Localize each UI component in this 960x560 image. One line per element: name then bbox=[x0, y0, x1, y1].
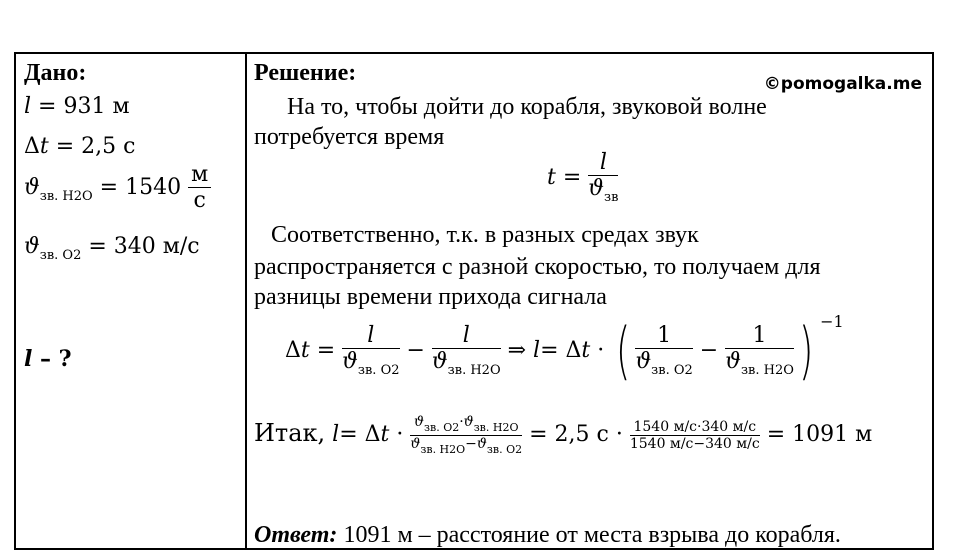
paragraph-2-line-2: распространяется с разной скоростью, то получаем для bbox=[254, 254, 821, 280]
given-distance: l = 931 м bbox=[24, 94, 130, 119]
given-title: Дано: bbox=[24, 60, 87, 86]
solution-column bbox=[247, 54, 932, 548]
given-question: l – ? bbox=[24, 346, 72, 372]
solution-title: Решение: bbox=[254, 60, 357, 86]
formula-result: Итак, l= Δt · $\frac{ϑ_{зв. O2}\cdot ϑ_{зв. H2O}}{ϑ_{зв. H2O}-ϑ_{зв. O2}}$ = 2,5 с · $\frac{1540 м/с\cdot 340 м/с}{1540 м/с-340 м/с}$ = 1091 м bbox=[254, 414, 873, 456]
answer-text: 1091 м – расстояние от места взрыва до корабля. bbox=[337, 522, 841, 548]
solution-table bbox=[14, 52, 934, 550]
given-speed-water: $ϑ_{зв. H2O} = 1540$ $\frac{м}{с}$ bbox=[24, 162, 211, 214]
answer-label: Ответ: bbox=[254, 522, 338, 548]
paragraph-2-line-1: Соответственно, т.к. в разных средах звук bbox=[271, 222, 699, 248]
paragraph-1-line-1: На то, чтобы дойти до корабля, звуковой волне bbox=[287, 94, 767, 120]
given-time-difference: Δt = 2,5 с bbox=[24, 134, 136, 159]
paragraph-2-line-3: разницы времени прихода сигнала bbox=[254, 284, 607, 310]
watermark: ©pomogalka.me bbox=[763, 74, 922, 94]
given-speed-oxygen: $ϑ_{зв. O2} = 340$ м/с bbox=[24, 234, 200, 263]
given-column bbox=[16, 54, 245, 548]
paragraph-1-line-2: потребуется время bbox=[254, 124, 445, 150]
formula-time: t = $\frac{l}{ϑ_{зв}}$ bbox=[547, 150, 619, 206]
answer bbox=[254, 522, 841, 549]
formula-delta-t: Δt = $\frac{l}{ϑ_{зв. O2}}$ − $\frac{l}{ϑ_{зв. H2O}}$ ⇒ l= Δt · ( $\frac{1}{ϑ_{зв. O2}}$ − $\frac{1}{ϑ_{зв. H2O}}$ ) $^{-1}$ bbox=[285, 312, 844, 387]
